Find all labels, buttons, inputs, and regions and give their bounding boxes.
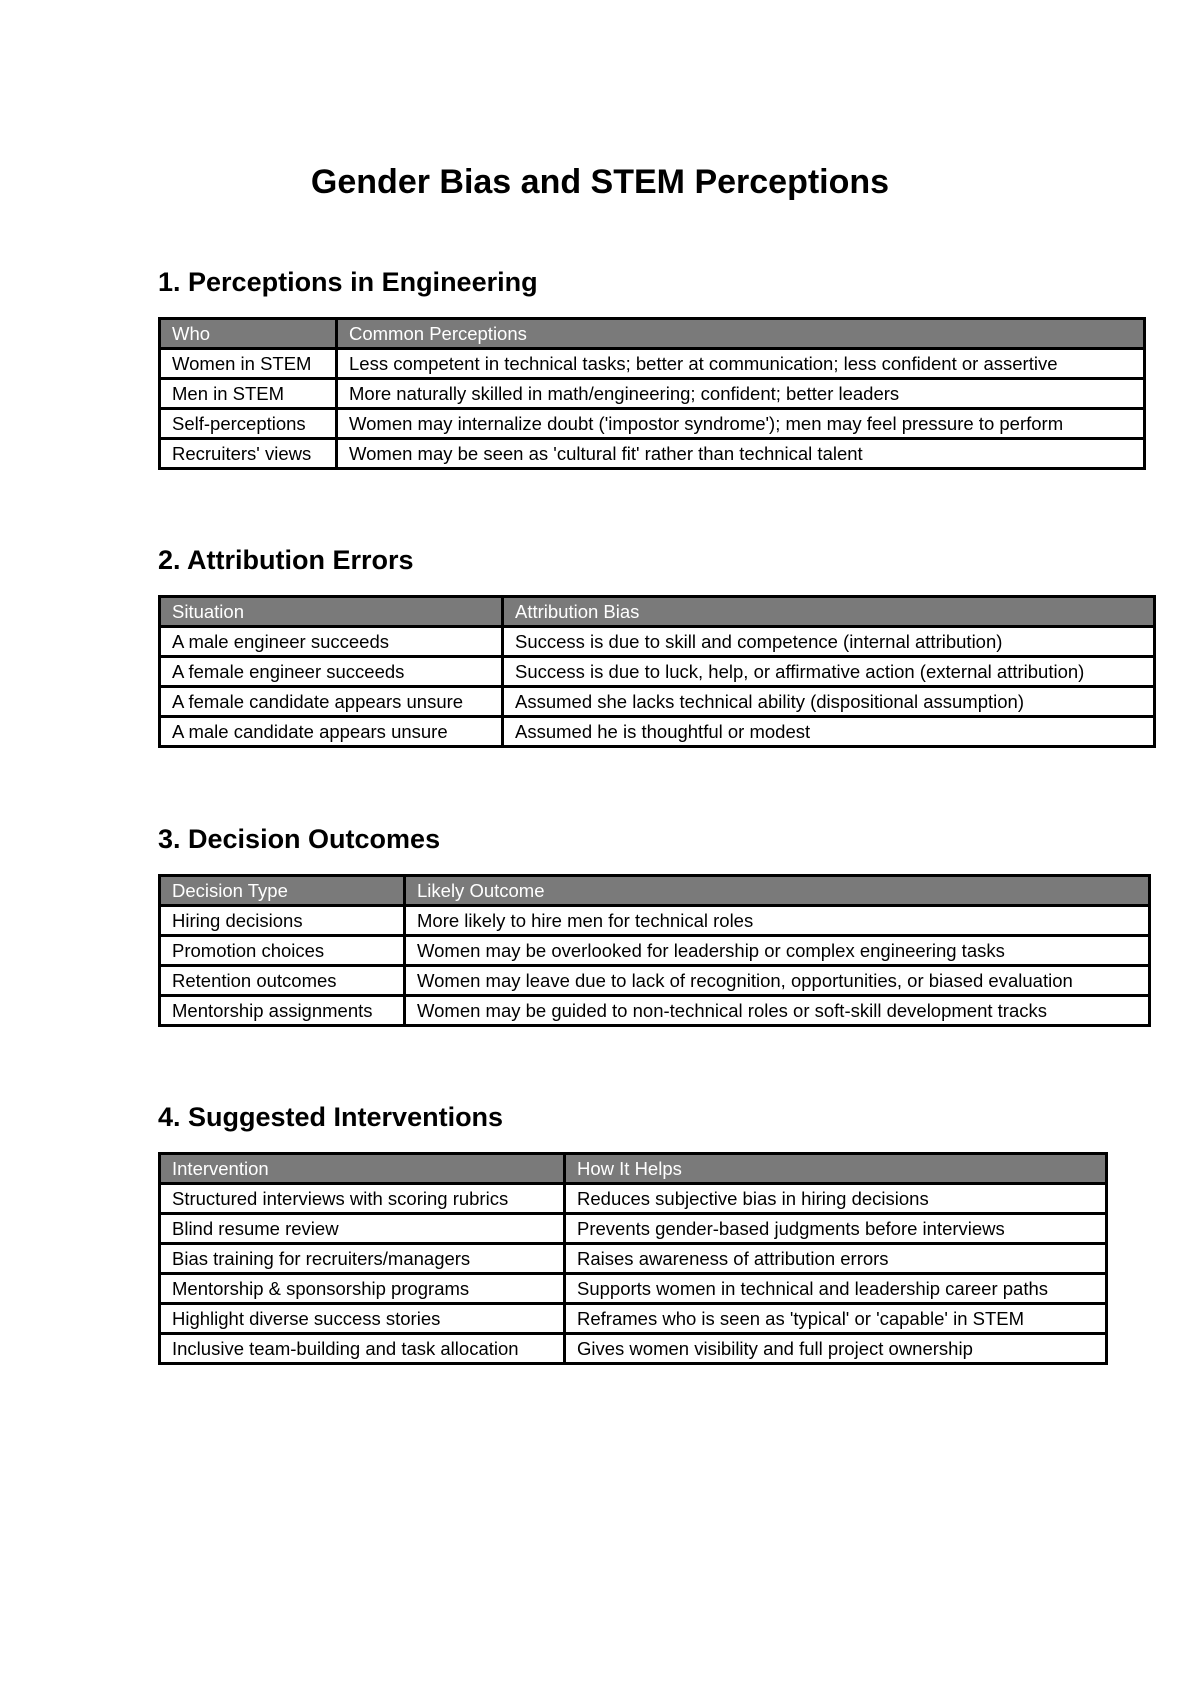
- table-cell: Success is due to luck, help, or affirmative action (external attribution): [503, 657, 1155, 687]
- section-heading: 4. Suggested Interventions: [158, 1102, 504, 1132]
- column-header: Decision Type: [160, 876, 405, 906]
- table-row: [160, 1214, 1107, 1244]
- table-row: [160, 439, 1145, 469]
- table-cell: Promotion choices: [160, 936, 405, 966]
- table-row: [160, 1244, 1107, 1274]
- table-cell: A male candidate appears unsure: [160, 717, 503, 747]
- table-cell: A male engineer succeeds: [160, 627, 503, 657]
- attribution-table: [158, 595, 1156, 748]
- table-header-row: [160, 319, 1145, 349]
- table-row: [160, 627, 1155, 657]
- column-header: Intervention: [160, 1154, 565, 1184]
- table-cell: Hiring decisions: [160, 906, 405, 936]
- table-cell: Women may be overlooked for leadership or complex engineering tasks: [405, 936, 1150, 966]
- table-row: [160, 657, 1155, 687]
- table-cell: Reduces subjective bias in hiring decisions: [565, 1184, 1107, 1214]
- table-row: [160, 409, 1145, 439]
- decision-outcomes-table: [158, 874, 1151, 1027]
- table-row: [160, 349, 1145, 379]
- table-row: [160, 936, 1150, 966]
- table-cell: Assumed she lacks technical ability (dispositional assumption): [503, 687, 1155, 717]
- table-cell: Women may leave due to lack of recognition, opportunities, or biased evaluation: [405, 966, 1150, 996]
- table-cell: Women in STEM: [160, 349, 337, 379]
- table-cell: Women may be guided to non-technical roles or soft-skill development tracks: [405, 996, 1150, 1026]
- table-cell: Mentorship & sponsorship programs: [160, 1274, 565, 1304]
- table-cell: Women may internalize doubt ('impostor syndrome'); men may feel pressure to perform: [337, 409, 1145, 439]
- section-attribution-errors: [158, 543, 1156, 748]
- table-row: [160, 717, 1155, 747]
- column-header: Common Perceptions: [337, 319, 1145, 349]
- table-cell: A female candidate appears unsure: [160, 687, 503, 717]
- section-decision-outcomes: [158, 822, 1151, 1027]
- column-header: How It Helps: [565, 1154, 1107, 1184]
- table-cell: Men in STEM: [160, 379, 337, 409]
- section-heading: 2. Attribution Errors: [158, 545, 414, 575]
- table-cell: More likely to hire men for technical roles: [405, 906, 1150, 936]
- column-header: Attribution Bias: [503, 597, 1155, 627]
- table-cell: Supports women in technical and leadership career paths: [565, 1274, 1107, 1304]
- table-cell: Retention outcomes: [160, 966, 405, 996]
- table-cell: Prevents gender-based judgments before interviews: [565, 1214, 1107, 1244]
- table-cell: Assumed he is thoughtful or modest: [503, 717, 1155, 747]
- table-header-row: [160, 597, 1155, 627]
- table-cell: Structured interviews with scoring rubrics: [160, 1184, 565, 1214]
- table-cell: Blind resume review: [160, 1214, 565, 1244]
- column-header: Likely Outcome: [405, 876, 1150, 906]
- table-cell: Inclusive team-building and task allocation: [160, 1334, 565, 1364]
- page-title: Gender Bias and STEM Perceptions: [310, 163, 890, 201]
- table-header-row: [160, 876, 1150, 906]
- table-row: [160, 687, 1155, 717]
- table-cell: Highlight diverse success stories: [160, 1304, 565, 1334]
- table-cell: A female engineer succeeds: [160, 657, 503, 687]
- table-row: [160, 1274, 1107, 1304]
- table-cell: Gives women visibility and full project ownership: [565, 1334, 1107, 1364]
- table-row: [160, 1304, 1107, 1334]
- section-heading: 3. Decision Outcomes: [158, 824, 441, 854]
- section-suggested-interventions: [158, 1100, 1108, 1365]
- section-heading: 1. Perceptions in Engineering: [158, 267, 538, 297]
- section-perceptions: [158, 265, 1146, 470]
- table-row: [160, 966, 1150, 996]
- table-row: [160, 1334, 1107, 1364]
- perceptions-table: [158, 317, 1146, 470]
- table-cell: Success is due to skill and competence (internal attribution): [503, 627, 1155, 657]
- table-cell: Less competent in technical tasks; better at communication; less confident or assertive: [337, 349, 1145, 379]
- table-row: [160, 996, 1150, 1026]
- table-cell: Bias training for recruiters/managers: [160, 1244, 565, 1274]
- interventions-table: [158, 1152, 1108, 1365]
- table-cell: Raises awareness of attribution errors: [565, 1244, 1107, 1274]
- table-cell: Self-perceptions: [160, 409, 337, 439]
- table-row: [160, 379, 1145, 409]
- table-cell: Women may be seen as 'cultural fit' rather than technical talent: [337, 439, 1145, 469]
- table-row: [160, 906, 1150, 936]
- table-header-row: [160, 1154, 1107, 1184]
- table-row: [160, 1184, 1107, 1214]
- table-cell: Reframes who is seen as 'typical' or 'capable' in STEM: [565, 1304, 1107, 1334]
- table-cell: Recruiters' views: [160, 439, 337, 469]
- column-header: Situation: [160, 597, 503, 627]
- table-cell: More naturally skilled in math/engineering; confident; better leaders: [337, 379, 1145, 409]
- table-cell: Mentorship assignments: [160, 996, 405, 1026]
- column-header: Who: [160, 319, 337, 349]
